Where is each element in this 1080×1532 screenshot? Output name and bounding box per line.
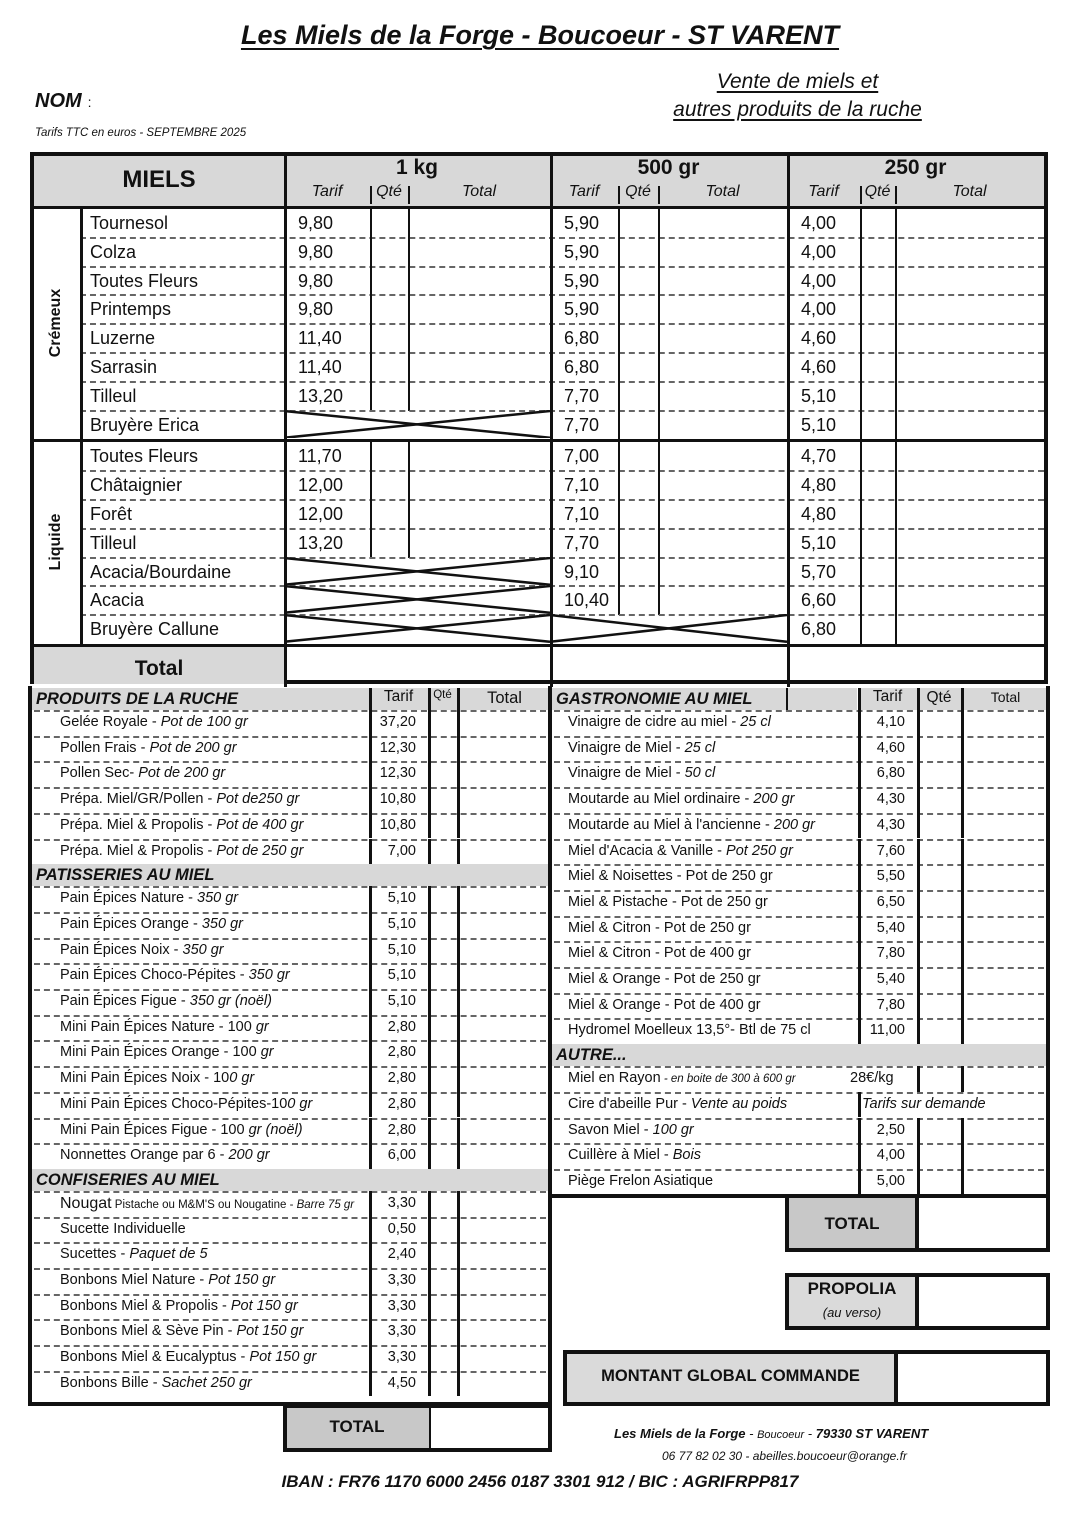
qty-input[interactable] [920,789,959,811]
propolia-total-field [915,1273,1050,1330]
honey-group-label: Crémeux [47,288,65,358]
honey-price: 12,00 [298,504,344,524]
line-total-field [460,1373,547,1395]
product-price: 2,80 [387,1095,416,1112]
qty-input[interactable] [431,991,455,1013]
honey-name: Tilleul [90,532,137,553]
section-header: PATISSERIES AU MIEL [32,864,548,886]
product-name: Sucettes - Paquet de 5 [60,1246,208,1263]
product-price: 2,80 [387,1018,416,1035]
product-name: Pain Épices Nature - 350 gr [60,890,239,907]
miels-header: MIELS [122,166,196,193]
honey-price: 6,80 [564,328,600,349]
product-price: 5,00 [876,1172,905,1189]
product-price: 5,40 [876,919,905,936]
product-name: Pain Épices Figue - 350 gr (noël) [60,993,272,1009]
product-price: 2,80 [387,1044,416,1061]
product-price: 2,50 [876,1121,905,1138]
product-name: Cire d'abeille Pur - Vente au poids [568,1095,788,1112]
honey-price: 4,70 [801,446,837,467]
product-price: 4,10 [876,714,905,730]
product-price: 28€/kg [850,1070,894,1087]
qty-input[interactable] [431,1042,455,1064]
qty-input[interactable] [920,763,959,785]
line-total-field [460,1244,547,1266]
product-price: 3,30 [387,1272,416,1288]
line-total-field [964,815,1045,837]
product-name: Bonbons Miel & Propolis - Pot 150 gr [60,1297,298,1314]
line-total-field [964,892,1045,914]
line-total-field [460,1145,547,1167]
line-total-field [460,1068,547,1090]
tarif-col-header: Tarif [311,183,343,200]
honey-group-label: Liquide [47,513,64,571]
honey-price: 4,00 [801,213,837,233]
product-name: Savon Miel - 100 gr [568,1121,694,1138]
line-total-field [460,1193,547,1215]
document-title: Les Miels de la Forge - Boucoeur - ST VARENT [240,20,840,50]
footer-address: Les Miels de la Forge - Boucoeur - 79330 ST VARENT [614,1426,929,1441]
qty-input[interactable] [920,918,959,940]
qty-input[interactable] [431,1270,455,1292]
honey-name: Toutes Fleurs [90,446,199,467]
product-name: Miel en Rayon - en boite de 300 à 600 gr [568,1070,796,1087]
qty-input[interactable] [920,943,959,965]
product-name: Miel & Orange - Pot de 250 gr [568,971,761,987]
product-name: Mini Pain Épices Figue - 100 gr (noël) [60,1121,303,1138]
line-total-field [964,969,1045,991]
product-price: 6,00 [387,1147,416,1164]
honey-price: 5,90 [564,270,600,291]
honey-price: 7,70 [564,532,600,553]
product-name: Bonbons Miel Nature - Pot 150 gr [60,1272,276,1288]
honey-price: 7,10 [564,504,600,524]
honey-price: 7,70 [564,385,600,406]
line-total-field [460,841,547,863]
qty-input[interactable] [431,914,455,936]
honey-price: 5,10 [801,385,837,406]
product-name: Bonbons Miel & Eucalyptus - Pot 150 gr [60,1349,317,1366]
honey-name: Sarrasin [90,357,158,377]
product-name: Moutarde au Miel ordinaire - 200 gr [568,791,795,808]
product-price: 4,30 [876,791,905,808]
line-total-field [460,940,547,962]
document-subtitle: Vente de miels et autres produits de la ruche [673,70,922,121]
product-name: Hydromel Moelleux 13,5°- Btl de 75 cl [568,1022,811,1039]
total-col-header: Total [461,183,497,200]
line-total-field [964,943,1045,965]
product-name: Mini Pain Épices Noix - 100 gr [60,1070,255,1087]
honey-price: 5,10 [801,532,837,553]
product-price: 5,10 [387,993,416,1009]
qty-input[interactable] [920,1171,959,1193]
honey-price: 6,60 [801,590,837,611]
total-col-header: Total [705,183,740,200]
honey-price: 11,40 [298,328,342,349]
honey-name: Colza [90,241,137,262]
propolia-label: PROPOLIA [807,1279,897,1298]
honey-price: 7,70 [564,414,600,435]
customer-name-field[interactable]: NOM : [35,90,92,112]
product-name: Nougat Pistache ou M&M'S ou Nougatine - Barre 75 gr [60,1194,355,1212]
line-total-field [964,789,1045,811]
product-name: Miel d'Acacia & Vanille - Pot 250 gr [568,842,793,859]
qty-input[interactable] [431,1347,455,1369]
product-price: 3,30 [387,1297,416,1314]
qty-input[interactable] [431,1145,455,1167]
qty-input[interactable] [431,1017,455,1039]
product-price: Tarifs sur demande [862,1095,986,1112]
line-total-field [460,1321,547,1343]
line-total-field [460,991,547,1013]
tarif-col-header: Tarif [808,183,839,200]
product-price: 7,00 [387,842,416,859]
line-total-field [964,1020,1045,1042]
honey-price: 9,80 [298,270,334,291]
qty-input[interactable] [431,940,455,962]
line-total-field [460,1296,547,1318]
qty-input[interactable] [431,738,455,760]
product-name: Pain Épices Orange - 350 gr [60,915,243,932]
line-total-field [964,995,1045,1017]
qty-input[interactable] [431,763,455,785]
product-name: Cuillère à Miel - Bois [568,1147,701,1164]
line-total-field [460,914,547,936]
honey-name: Luzerne [90,328,156,349]
propolia-note: (au verso) [822,1305,882,1320]
right-total-label: TOTAL [824,1214,880,1233]
total-col-header: Total [990,689,1021,705]
line-total-field [460,763,547,785]
qty-input[interactable] [431,841,455,863]
qty-input[interactable] [431,1373,455,1395]
product-price: 37,20 [379,714,416,730]
product-price: 5,10 [387,915,416,932]
line-total-field [460,1347,547,1369]
product-name: Vinaigre de Miel - 25 cl [568,739,716,756]
qty-input[interactable] [431,1193,455,1215]
product-name: Bonbons Bille - Sachet 250 gr [60,1374,252,1391]
product-name: Pain Épices Noix - 350 gr [60,941,224,958]
product-name: Miel & Citron - Pot de 250 gr [568,919,751,936]
honey-price: 4,00 [801,270,837,291]
qty-input[interactable] [920,841,959,863]
line-total-field [964,738,1045,760]
honey-price: 13,20 [298,385,344,406]
left-total-label: TOTAL [329,1417,385,1436]
qty-input[interactable] [431,1296,455,1318]
honey-price: 7,00 [564,446,600,467]
product-price: 2,80 [387,1121,416,1138]
qte-col-header: Qté [864,183,891,200]
line-total-field [460,815,547,837]
line-total-field [460,789,547,811]
honey-name: Acacia/Bourdaine [90,561,232,582]
honey-price: 4,00 [801,299,837,320]
qty-input[interactable] [920,1145,959,1167]
line-total-field [460,1017,547,1039]
honey-name: Acacia [90,590,145,611]
product-name: Pain Épices Choco-Pépites - 350 gr [60,967,290,984]
honey-name: Bruyère Callune [90,619,220,640]
line-total-field [460,1120,547,1142]
honey-name: Bruyère Erica [90,414,200,435]
honey-name: Toutes Fleurs [90,270,199,291]
qty-input[interactable] [431,1219,455,1241]
qty-input[interactable] [920,1020,959,1042]
qty-input[interactable] [920,1068,959,1090]
product-name: Bonbons Miel & Sève Pin - Pot 150 gr [60,1323,304,1340]
right-total-field [915,1198,1050,1252]
honey-price: 5,90 [564,241,600,262]
product-price: 6,50 [876,893,905,910]
section-header: AUTRE... [552,1044,1046,1066]
product-name: Vinaigre de Miel - 50 cl [568,765,716,782]
tarif-col-header: Tarif [568,183,600,200]
honey-price: 4,60 [801,357,837,377]
tarif-col-header: Tarif [383,688,414,705]
qty-input[interactable] [431,1244,455,1266]
honey-name: Tournesol [90,213,169,233]
product-price: 5,40 [876,971,905,987]
product-price: 5,10 [387,941,416,958]
grand-total-label: MONTANT GLOBAL COMMANDE [601,1367,860,1385]
qty-input[interactable] [431,965,455,987]
honey-price: 10,40 [564,590,610,611]
product-name: Pollen Frais - Pot de 200 gr [60,739,237,756]
left-total-field [429,1404,552,1452]
honey-price: 12,00 [298,475,344,496]
product-name: Prépa. Miel & Propolis - Pot de 250 gr [60,842,304,859]
honey-price: 4,00 [801,241,837,262]
qty-input[interactable] [431,1120,455,1142]
total-col-header: Total [952,183,987,200]
product-price: 4,60 [876,739,905,756]
honey-price: 9,80 [298,241,334,262]
product-name: Miel & Orange - Pot de 400 gr [568,996,761,1013]
qty-input[interactable] [920,969,959,991]
line-total-field [460,1094,547,1116]
product-price: 3,30 [387,1323,416,1340]
qty-input[interactable] [920,866,959,888]
product-price: 5,10 [387,967,416,984]
honey-price: 5,90 [564,213,600,233]
qty-input[interactable] [431,789,455,811]
qty-input[interactable] [920,738,959,760]
honey-price: 5,70 [801,561,837,582]
qty-input[interactable] [431,1094,455,1116]
tarifs-note: Tarifs TTC en euros - SEPTEMBRE 2025 [35,127,247,139]
tarif-col-header: Tarif [872,688,903,705]
product-price: 4,50 [387,1374,416,1391]
honey-name: Printemps [90,299,172,320]
section-header: GASTRONOMIE AU MIEL [552,688,857,710]
honey-price: 11,40 [298,357,342,377]
section-header: CONFISERIES AU MIEL [32,1169,548,1191]
honey-name: Châtaignier [90,475,183,496]
product-price: 3,30 [387,1349,416,1366]
line-total-field [964,1145,1045,1167]
line-total-field [964,841,1045,863]
line-total-field [460,712,547,734]
qty-input[interactable] [431,1321,455,1343]
product-price: 2,40 [387,1246,416,1263]
line-total-field [460,1270,547,1292]
size-header: 250 gr [884,156,947,179]
size-header: 1 kg [395,156,439,179]
honey-price: 5,10 [801,414,837,435]
bank-details: IBAN : FR76 1170 6000 2456 0187 3301 912 / BIC : AGRIFRPP817 [281,1472,799,1491]
line-total-field [460,1219,547,1241]
honey-price: 9,80 [298,299,334,320]
product-name: Mini Pain Épices Orange - 100 gr [60,1044,274,1061]
line-total-field [460,1042,547,1064]
product-name: Moutarde au Miel à l'ancienne - 200 gr [568,816,816,833]
product-name: Mini Pain Épices Nature - 100 gr [60,1018,269,1035]
honey-price: 5,90 [564,299,600,320]
qty-input[interactable] [431,815,455,837]
product-price: 11,00 [869,1022,905,1039]
product-name: Miel & Citron - Pot de 400 gr [568,945,751,962]
product-name: Prépa. Miel & Propolis - Pot de 400 gr [60,816,304,833]
section-header: PRODUITS DE LA RUCHE [32,688,372,710]
line-total-field [964,918,1045,940]
product-price: 12,30 [379,739,416,756]
line-total-field [964,763,1045,785]
qty-input[interactable] [920,892,959,914]
qty-input[interactable] [920,712,959,734]
line-total-field [460,738,547,760]
honey-price: 7,10 [564,475,600,496]
line-total-field [964,1068,1045,1090]
product-price: 5,10 [387,890,416,907]
product-price: 7,80 [876,996,905,1013]
honey-price: 11,70 [298,446,342,467]
product-price: 0,50 [387,1220,416,1237]
honey-price: 4,80 [801,475,837,496]
product-name: Mini Pain Épices Choco-Pépites-100 gr [60,1095,313,1112]
size-header: 500 gr [637,156,700,179]
honey-price: 6,80 [801,619,837,640]
total-col-header: Total [487,689,522,707]
product-name: Pollen Sec- Pot de 200 gr [60,765,226,782]
product-price: 5,50 [876,868,905,885]
qty-input[interactable] [920,1120,959,1142]
footer-contact: 06 77 82 02 30 - abeilles.boucoeur@orange.fr [662,1449,908,1463]
qty-input[interactable] [431,888,455,910]
product-name: Sucette Individuelle [60,1220,186,1237]
product-price: 2,80 [387,1070,416,1087]
line-total-field [964,1120,1045,1142]
product-price: 6,80 [876,765,905,782]
qty-input[interactable] [431,1068,455,1090]
line-total-field [460,965,547,987]
qte-col-header: Qté [433,689,452,701]
qte-col-header: Qté [926,689,952,706]
line-total-field [964,1171,1045,1193]
qte-col-header: Qté [625,183,651,200]
line-total-field [964,866,1045,888]
honey-total-label: Total [134,657,184,680]
product-name: Vinaigre de cidre au miel - 25 cl [568,714,771,730]
product-name: Miel & Pistache - Pot de 250 gr [568,893,768,910]
honey-price: 6,80 [564,357,600,377]
honey-name: Forêt [90,504,133,524]
product-price: 12,30 [379,765,416,782]
product-price: 4,30 [876,816,905,833]
product-name: Prépa. Miel/GR/Pollen - Pot de250 gr [60,791,300,808]
product-price: 10,80 [379,816,416,833]
nom-label: NOM [35,90,82,112]
honey-price: 13,20 [298,532,344,553]
honey-price: 4,80 [801,504,837,524]
product-name: Miel & Noisettes - Pot de 250 gr [568,868,773,885]
product-price: 7,60 [876,842,905,859]
product-price: 10,80 [379,791,416,808]
product-name: Nonnettes Orange par 6 - 200 gr [60,1147,270,1164]
product-price: 3,30 [387,1194,416,1211]
honey-price: 4,60 [801,328,837,349]
product-name: Piège Frelon Asiatique [568,1172,714,1189]
line-total-field [964,712,1045,734]
honey-price: 9,10 [564,561,600,582]
product-name: Gelée Royale - Pot de 100 gr [60,714,248,730]
line-total-field [460,888,547,910]
qty-input[interactable] [431,712,455,734]
product-price: 7,80 [876,945,905,962]
grand-total-field [894,1350,1050,1406]
honey-price: 9,80 [298,213,334,233]
honey-name: Tilleul [90,385,137,406]
qte-col-header: Qté [376,183,402,200]
product-price: 4,00 [876,1147,905,1164]
qty-input[interactable] [920,815,959,837]
qty-input[interactable] [920,995,959,1017]
